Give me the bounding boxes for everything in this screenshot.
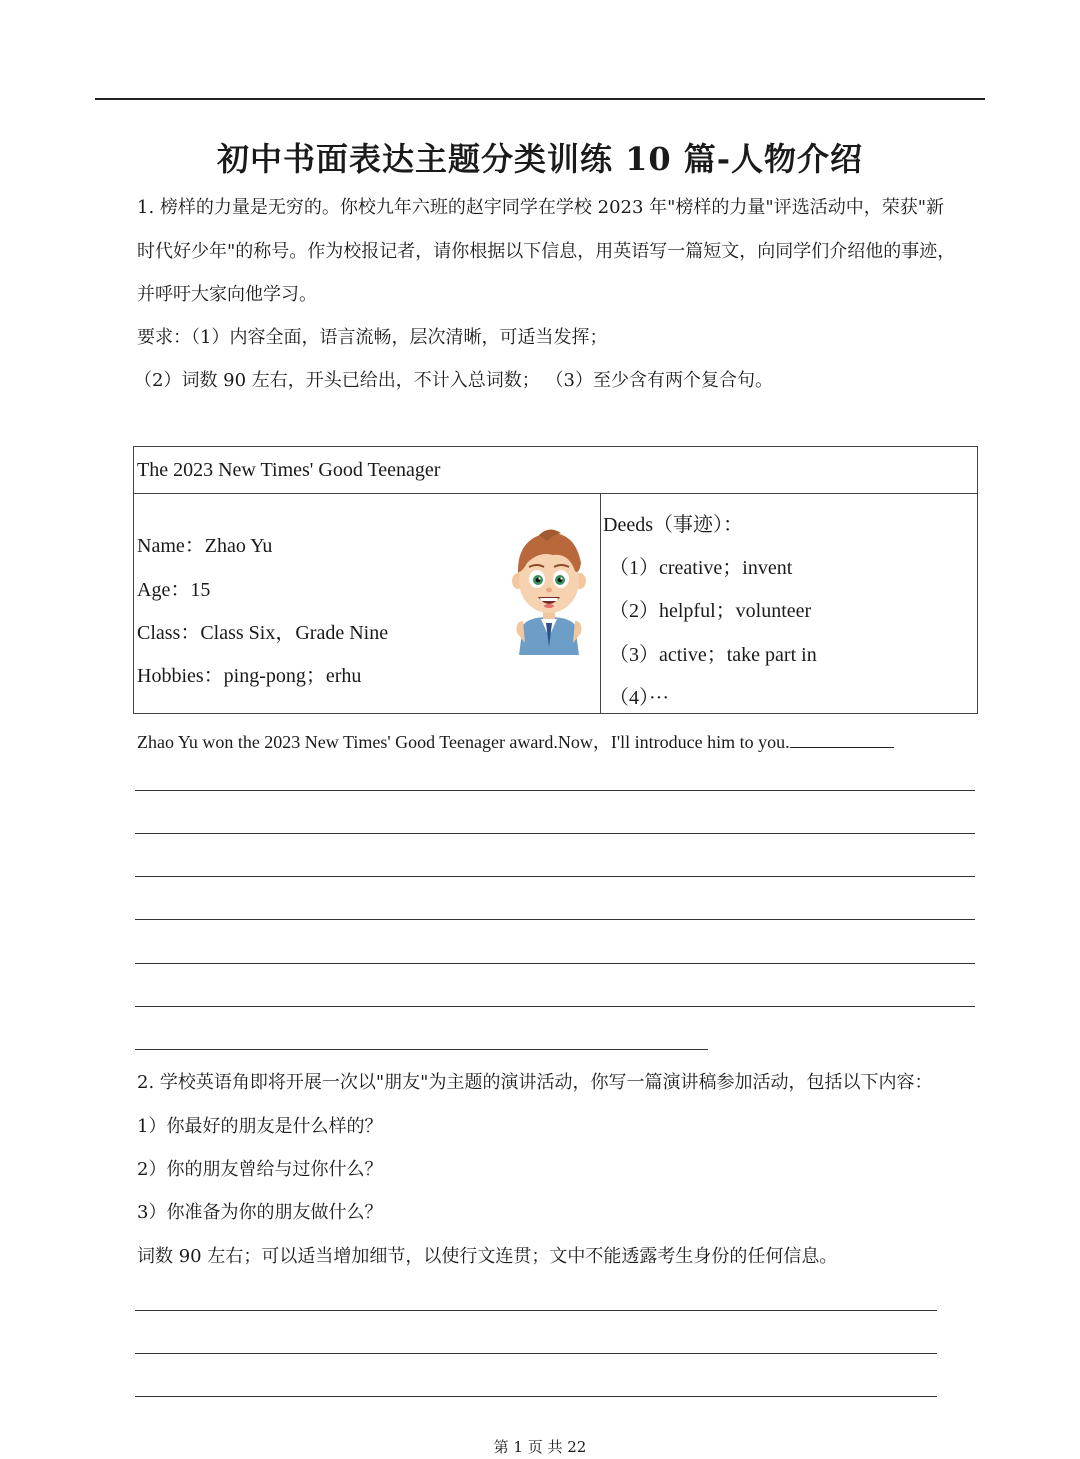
writing-line	[135, 876, 975, 877]
essay-opening-text: Zhao Yu won the 2023 New Times' Good Teenager award.Now，I'll introduce him to you.	[137, 732, 790, 752]
essay-opening	[137, 728, 894, 754]
page-number: 第 1 页 共 22	[493, 1438, 587, 1456]
info-class: Class：Class Six，Grade Nine	[137, 622, 389, 644]
table-column-divider	[600, 494, 601, 714]
deeds-label: Deeds（事迹）：	[603, 514, 743, 536]
writing-line	[135, 833, 975, 834]
info-hobbies: Hobbies：ping-pong；erhu	[137, 665, 362, 687]
q1-line-1: 1. 榜样的力量是无穷的。你校九年六班的赵宇同学在学校 2023 年"榜样的力量"评选活动中，荣获"新	[137, 197, 944, 218]
table-header-row	[134, 447, 977, 494]
deed-item: （3）active；take part in	[609, 644, 817, 666]
q2-item-2: 2）你的朋友曾给与过你什么？	[137, 1159, 383, 1180]
info-age: Age：15	[137, 579, 211, 601]
info-table	[133, 446, 978, 714]
q1-requirement-2: （2）词数 90 左右，开头已给出，不计入总词数； （3）至少含有两个复合句。	[134, 370, 773, 391]
top-rule	[95, 98, 985, 100]
writing-line	[135, 1310, 937, 1311]
q1-line-3: 并呼吁大家向他学习。	[137, 284, 317, 305]
q2-line-1: 2. 学校英语角即将开展一次以"朋友"为主题的演讲活动，你写一篇演讲稿参加活动，包括以下内容：	[137, 1072, 933, 1093]
q1-requirement-1: 要求：（1）内容全面，语言流畅，层次清晰，可适当发挥；	[137, 327, 608, 348]
q2-item-1: 1）你最好的朋友是什么样的？	[137, 1116, 383, 1137]
writing-line	[135, 790, 975, 791]
writing-line	[135, 919, 975, 920]
table-title: The 2023 New Times' Good Teenager	[137, 459, 441, 481]
writing-line	[135, 1049, 708, 1050]
page-title: 初中书面表达主题分类训练 10 篇-人物介绍	[216, 140, 864, 178]
q1-line-2: 时代好少年"的称号。作为校报记者，请你根据以下信息，用英语写一篇短文，向同学们介绍他的事迹，	[137, 241, 956, 262]
opening-blank	[790, 729, 894, 748]
q2-requirement: 词数 90 左右；可以适当增加细节，以使行文连贯；文中不能透露考生身份的任何信息。	[137, 1246, 838, 1267]
boy-cartoon-image	[509, 525, 589, 655]
writing-line	[135, 1396, 937, 1397]
deed-item: （1）creative；invent	[609, 557, 793, 579]
q2-item-3: 3）你准备为你的朋友做什么？	[137, 1202, 383, 1223]
info-name: Name：Zhao Yu	[137, 535, 273, 557]
deed-item: （4）···	[609, 687, 669, 709]
deed-item: （2）helpful；volunteer	[609, 600, 812, 622]
writing-line	[135, 1353, 937, 1354]
writing-line	[135, 1006, 975, 1007]
writing-line	[135, 963, 975, 964]
